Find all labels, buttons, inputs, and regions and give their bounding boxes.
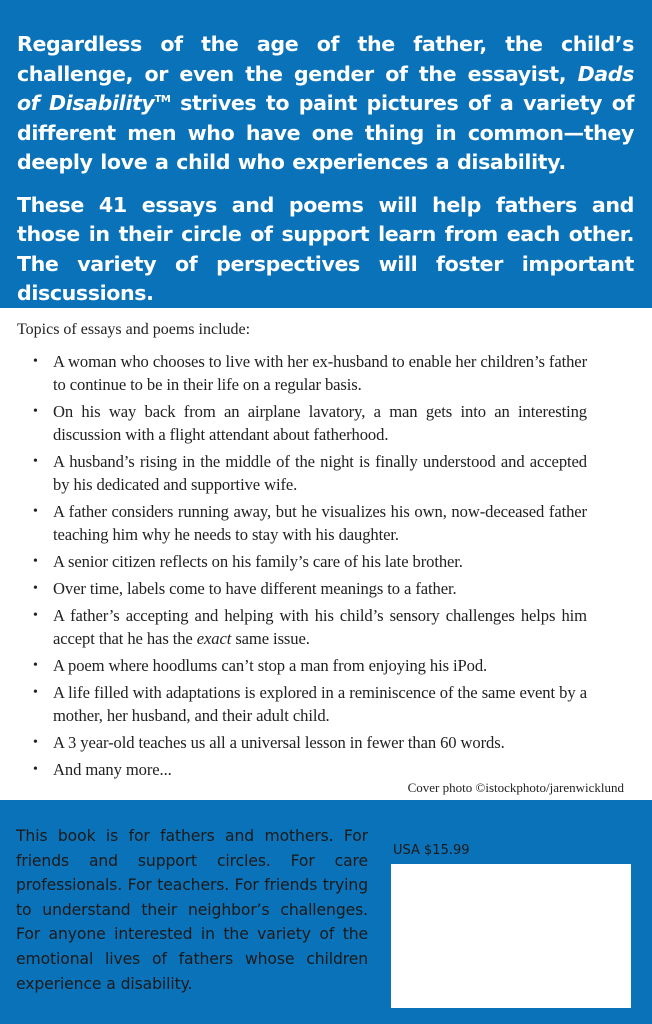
bullet-icon: • [33, 554, 38, 569]
topics-intro: Topics of essays and poems include: [17, 321, 251, 338]
bullet-icon: • [33, 354, 38, 369]
topics-list [33, 350, 587, 785]
bullet-icon: • [33, 404, 38, 419]
bottom-band [0, 800, 652, 1024]
blurb-p1-start: Regardless of the age of the father, the child’s challenge, or even the gender of the essayist, [17, 32, 634, 86]
list-item: • A 3 year-old teaches us all a universal lesson in fewer than 60 words. [33, 733, 505, 752]
barcode-area [391, 864, 631, 1008]
bullet-icon: • [33, 581, 38, 596]
book-title: Dads of Disability [17, 61, 634, 115]
list-item: • A senior citizen reflects on his family’s care of his late brother. [33, 552, 463, 571]
bullet-icon: • [33, 762, 38, 777]
price-label: USA $15.99 [393, 843, 470, 858]
bullet-icon: • [33, 685, 38, 700]
list-item: • A life filled with adaptations is explored in a reminiscence of the same event by a mother, her husband, and their adult child. [33, 683, 587, 725]
audience-statement: This book is for fathers and mothers. For friends and support circles. For care professionals. For teachers. For friends trying to understand their neighbor’s challenges. For anyone interested in the variety of the emotional lives of fathers whose children experience a disability. [16, 827, 368, 993]
top-blurb-band [0, 0, 652, 308]
list-item: • A woman who chooses to live with her ex-husband to enable her children’s father to continue to be in their life on a regular basis. [33, 352, 587, 394]
list-item: • A poem where hoodlums can’t stop a man from enjoying his iPod. [33, 656, 488, 675]
list-item: • A father considers running away, but he visualizes his own, now-deceased father teaching him why he needs to stay with his daughter. [33, 502, 587, 544]
topics-section [0, 308, 652, 800]
photo-credit: Cover photo ©istockphoto/jarenwicklund [407, 780, 624, 795]
bullet-icon: • [33, 504, 38, 519]
emphasis-exact: exact [196, 629, 232, 648]
bullet-icon: • [33, 454, 38, 469]
blurb-p1-end: strives to paint pictures of a variety of different men who have one thing in common—they deeply love a child who experiences a disability. [17, 91, 635, 174]
blurb-paragraph-2: These 41 essays and poems will help fathers and those in their circle of support learn from each other. The variety of perspectives will foster important discussions. [17, 192, 634, 305]
list-item: • A husband’s rising in the middle of the night is finally understood and accepted by his dedicated and supportive wife. [33, 452, 587, 494]
bullet-icon: • [33, 608, 38, 623]
bullet-icon: • [33, 658, 38, 673]
list-item: • Over time, labels come to have different meanings to a father. [33, 579, 457, 598]
bullet-icon: • [33, 735, 38, 750]
list-item: • And many more... [33, 760, 172, 779]
list-item: • A father’s accepting and helping with his child’s sensory challenges helps him accept that he has the exact same issue. [33, 606, 587, 648]
list-item: • On his way back from an airplane lavatory, a man gets into an interesting discussion with a flight attendant about fatherhood. [33, 402, 587, 444]
trademark-mark: TM [154, 94, 171, 105]
blurb-paragraph-1 [17, 30, 634, 178]
